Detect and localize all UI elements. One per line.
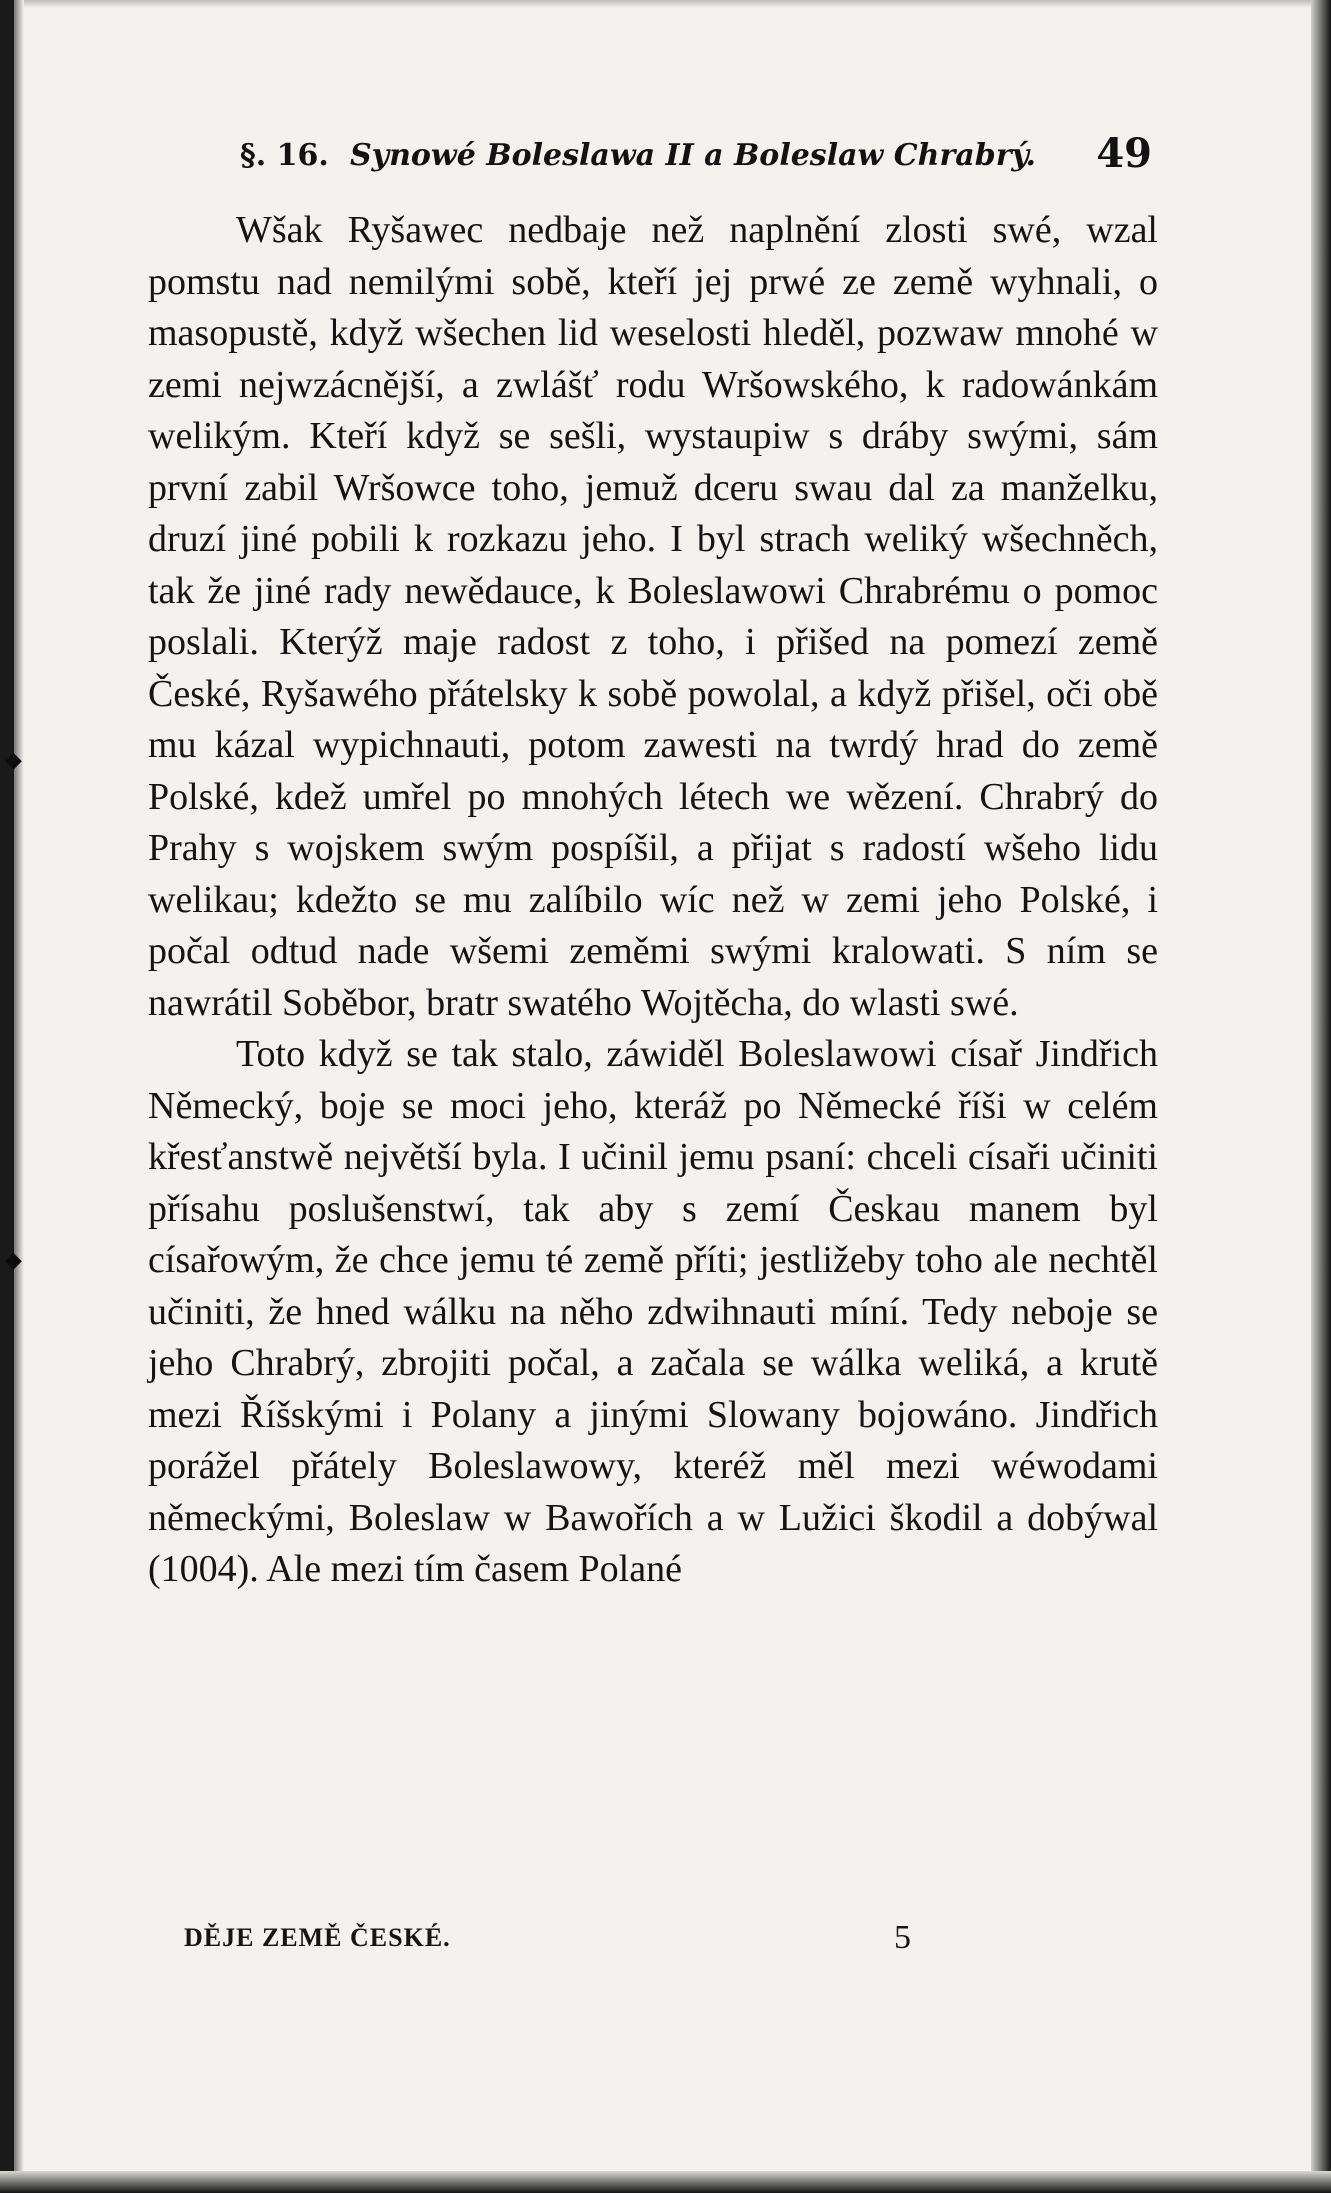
page-bottom-edge [0,2171,1331,2193]
margin-arrow-mark: ◆ [5,748,22,773]
signature-mark: DĚJE ZEMĚ ČESKÉ. [184,1923,451,1952]
page-footer [184,1919,944,1963]
section-number: §. 16. [240,138,329,173]
running-title: Synowé Boleslawa II a Boleslaw Chrabrý. [350,138,1036,173]
margin-arrow-mark: ◆ [5,1248,22,1273]
running-header [240,130,1152,184]
page-binding-edge [0,0,14,2193]
page-gutter-shadow [14,0,24,2193]
page-top-edge [0,0,1331,8]
quire-number: 5 [894,1919,911,1956]
paragraph: Wšak Ryšawec nedbaje než naplnění zlosti swé, wzal pomstu nad nemilými sobě, kteří jej prwé ze země wyhnali, o masopustě, když wšechen lid weselosti hleděl, pozwaw mnohé w zemi nejwzácnější, a zwlášť rodu Wršowského, k radowánkám welikým. Kteří když se sešli, wystaupiw s dráby swými, sám první zabil Wršowce toho, jemuž dceru swau dal za manželku, druzí jiné pobili k rozkazu jeho. I byl strach weliký wšechněch, tak že jiné rady newědauce, k Boleslawowi Chrabrému o pomoc poslali. Kterýž maje radost z toho, i přišed na pomezí země České, Ryšawého přátelsky k sobě powolal, a když přišel, oči obě mu kázal wypichnauti, potom zawesti na twrdý hrad do země Polské, kdež umřel po mnohých létech we wězení. Chrabrý do Prahy s wojskem swým pospíšil, a přijat s radostí wšeho lidu welikau; kdežto se mu zalíbilo wíc než w zemi jeho Polské, i počal odtud nade wšemi zeměmi swými kralowati. S ním se nawrátil Soběbor, bratr swatého Wojtěcha, do wlasti swé. [148,209,1158,1024]
page-number: 49 [1096,130,1152,177]
paragraph: Toto když se tak stalo, záwiděl Boleslawowi císař Jindřich Německý, boje se moci jeho, kteráž po Německé říši w celém křesťanstwě největší byla. I učinil jemu psaní: chceli císaři učiniti přísahu poslušenstwí, tak aby s zemí Českau manem byl císařowým, že chce jemu té země příti; jestližeby toho ale nechtěl učiniti, že hned wálku na něho zdwihnauti míní. Tedy neboje se jeho Chrabrý, zbrojiti počal, a začala se wálka weliká, a krutě mezi Říšskými i Polany a jinými Slowany bojowáno. Jindřich porážel přátely Boleslawowy, kteréž měl mezi wéwodami německými, Boleslaw w Bawořích a w Lužici škodil a dobýwal (1004). Ale mezi tím časem Polané [148,1033,1158,1590]
body-text [148,205,1158,1596]
page-right-edge [1311,0,1331,2193]
